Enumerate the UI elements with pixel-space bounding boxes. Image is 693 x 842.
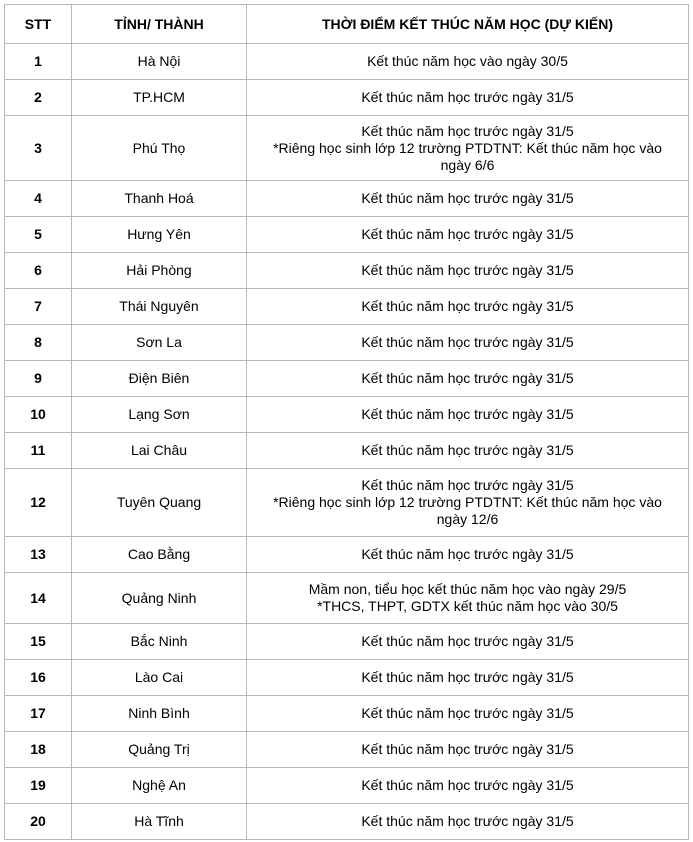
row-stt: 7 [5,289,72,325]
header-province: TỈNH/ THÀNH [72,5,247,44]
row-province: Lào Cai [72,660,247,696]
row-end-time [247,116,689,181]
row-stt: 11 [5,433,72,469]
row-province: Điện Biên [72,361,247,397]
row-end-time [247,80,689,116]
end-time-line: Kết thúc năm học trước ngày 31/5 [361,777,574,793]
row-end-time [247,624,689,660]
row-province: TP.HCM [72,80,247,116]
row-province: Lai Châu [72,433,247,469]
row-end-time [247,433,689,469]
row-stt: 5 [5,217,72,253]
row-stt: 13 [5,537,72,573]
row-stt: 10 [5,397,72,433]
end-time-line: Kết thúc năm học trước ngày 31/5 [361,741,574,757]
row-end-time [247,804,689,840]
row-province: Phú Thọ [72,116,247,181]
row-province: Ninh Bình [72,696,247,732]
row-stt: 16 [5,660,72,696]
end-time-line: Kết thúc năm học trước ngày 31/5 [361,546,574,562]
row-stt: 15 [5,624,72,660]
row-end-time [247,44,689,80]
row-province: Hải Phòng [72,253,247,289]
end-time-line: Kết thúc năm học trước ngày 31/5 [361,705,574,721]
row-stt: 6 [5,253,72,289]
row-stt: 18 [5,732,72,768]
table-row [5,804,689,840]
row-province: Thanh Hoá [72,181,247,217]
table-row [5,253,689,289]
table-header-row [5,5,689,44]
end-time-line: Kết thúc năm học trước ngày 31/5 [361,406,574,422]
row-province: Cao Bằng [72,537,247,573]
row-province: Lạng Sơn [72,397,247,433]
end-time-line: Kết thúc năm học trước ngày 31/5 [361,477,574,493]
end-time-line: Kết thúc năm học trước ngày 31/5 [361,370,574,386]
table-row [5,116,689,181]
table-row [5,361,689,397]
end-time-line: Kết thúc năm học trước ngày 31/5 [361,442,574,458]
table-row [5,469,689,537]
school-year-end-table [4,4,689,840]
end-time-line: Kết thúc năm học trước ngày 31/5 [361,669,574,685]
table-row [5,660,689,696]
row-stt: 2 [5,80,72,116]
table-row [5,217,689,253]
row-end-time [247,325,689,361]
row-province: Quảng Ninh [72,573,247,624]
row-stt: 8 [5,325,72,361]
table-row [5,696,689,732]
row-stt: 17 [5,696,72,732]
end-time-line: Kết thúc năm học trước ngày 31/5 [361,334,574,350]
table-row [5,537,689,573]
header-stt: STT [5,5,72,44]
table-row [5,732,689,768]
end-time-line: Kết thúc năm học trước ngày 31/5 [361,813,574,829]
row-end-time [247,469,689,537]
row-stt: 1 [5,44,72,80]
row-stt: 4 [5,181,72,217]
table-row [5,624,689,660]
row-end-time [247,361,689,397]
end-time-note: *Riêng học sinh lớp 12 trường PTDTNT: Kết thúc năm học vào [273,494,662,510]
end-time-line: Kết thúc năm học trước ngày 31/5 [361,190,574,206]
row-province: Hà Nội [72,44,247,80]
row-stt: 20 [5,804,72,840]
row-province: Hưng Yên [72,217,247,253]
row-province: Bắc Ninh [72,624,247,660]
end-time-line: Kết thúc năm học trước ngày 31/5 [361,633,574,649]
table-row [5,181,689,217]
row-end-time [247,768,689,804]
end-time-note: *THCS, THPT, GDTX kết thúc năm học vào 30/5 [317,598,618,614]
table-row [5,433,689,469]
row-stt: 19 [5,768,72,804]
table-row [5,768,689,804]
row-end-time [247,537,689,573]
end-time-line: Mầm non, tiểu học kết thúc năm học vào ngày 29/5 [308,581,627,597]
table-row [5,289,689,325]
table-row [5,573,689,624]
end-time-note: ngày 6/6 [440,156,495,173]
end-time-line: Kết thúc năm học trước ngày 31/5 [361,262,574,278]
row-end-time [247,732,689,768]
row-stt: 9 [5,361,72,397]
row-province: Sơn La [72,325,247,361]
table-row [5,325,689,361]
row-end-time [247,696,689,732]
row-stt: 14 [5,573,72,624]
row-province: Tuyên Quang [72,469,247,537]
end-time-line: Kết thúc năm học trước ngày 31/5 [361,122,574,139]
row-end-time [247,181,689,217]
row-province: Quảng Trị [72,732,247,768]
row-end-time [247,397,689,433]
end-time-note: ngày 12/6 [436,511,499,527]
row-end-time [247,289,689,325]
end-time-line: Kết thúc năm học trước ngày 31/5 [361,89,574,105]
row-end-time [247,217,689,253]
table-row [5,80,689,116]
end-time-line: Kết thúc năm học vào ngày 30/5 [367,53,568,69]
row-stt: 3 [5,116,72,181]
row-province: Thái Nguyên [72,289,247,325]
row-end-time [247,573,689,624]
end-time-note: *Riêng học sinh lớp 12 trường PTDTNT: Kết thúc năm học vào [273,139,662,156]
row-end-time [247,253,689,289]
row-province: Hà Tĩnh [72,804,247,840]
row-end-time [247,660,689,696]
row-province: Nghệ An [72,768,247,804]
end-time-line: Kết thúc năm học trước ngày 31/5 [361,226,574,242]
end-time-line: Kết thúc năm học trước ngày 31/5 [361,298,574,314]
row-stt: 12 [5,469,72,537]
table-row [5,397,689,433]
table-row [5,44,689,80]
header-end-time: THỜI ĐIỂM KẾT THÚC NĂM HỌC (DỰ KIẾN) [247,5,689,44]
